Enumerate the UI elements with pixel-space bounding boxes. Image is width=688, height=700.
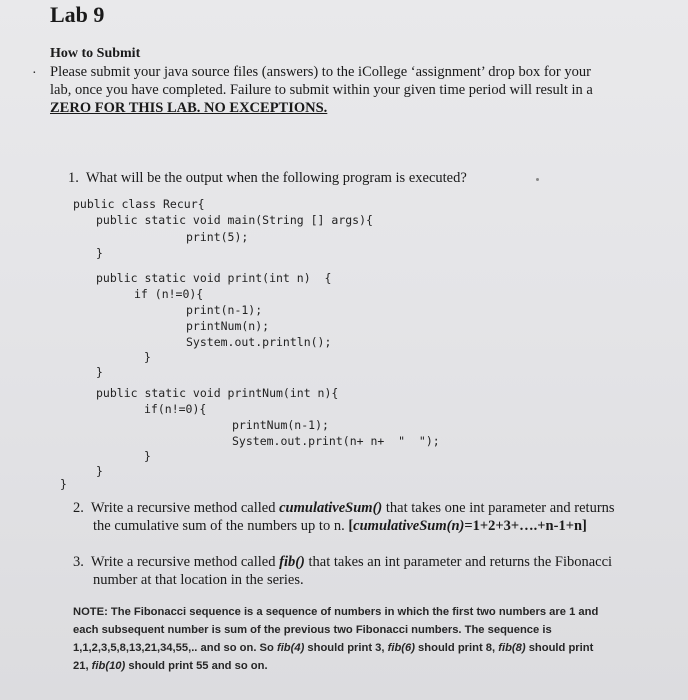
code-line: } xyxy=(60,477,67,491)
submission-line-1: Please submit your java source files (answers) to the iCollege ‘assignment’ drop box for your xyxy=(50,64,591,80)
question-2-line-2: the cumulative sum of the numbers up to n. [cumulativeSum(n)=1+2+3+….+n-1+n] xyxy=(93,518,587,534)
question-2-line-1: 2. Write a recursive method called cumulativeSum() that takes one int parameter and returns xyxy=(73,500,615,516)
note-line-4: 21, fib(10) should print 55 and so on. xyxy=(73,660,268,672)
submission-line-2: lab, once you have completed. Failure to submit within your given time period will result in a xyxy=(50,82,593,98)
code-line: public static void print(int n) { xyxy=(96,271,332,285)
question-3-line-1: 3. Write a recursive method called fib() that takes an int parameter and returns the Fibonacci xyxy=(73,554,613,570)
code-line: public static void printNum(int n){ xyxy=(96,386,339,400)
code-line: public static void main(String [] args){ xyxy=(96,213,373,227)
code-line: print(n-1); xyxy=(186,303,263,317)
question-1: 1. What will be the output when the following program is executed? xyxy=(68,170,467,186)
code-line: System.out.println(); xyxy=(186,335,332,349)
code-line: printNum(n); xyxy=(186,319,270,333)
question-3-line-2: number at that location in the series. xyxy=(93,572,304,588)
how-to-submit-heading: How to Submit xyxy=(50,46,141,61)
code-line: } xyxy=(96,246,103,260)
code-line: if(n!=0){ xyxy=(144,402,207,416)
code-line: } xyxy=(144,350,151,364)
lab-title: Lab 9 xyxy=(50,2,105,27)
note-line-1: NOTE: The Fibonacci sequence is a sequence of numbers in which the first two numbers are 1 and xyxy=(73,606,599,618)
code-line: public class Recur{ xyxy=(73,197,205,211)
code-line: if (n!=0){ xyxy=(134,287,204,301)
code-line: } xyxy=(96,464,103,478)
code-line: } xyxy=(144,449,151,463)
note-line-3: 1,1,2,3,5,8,13,21,34,55,.. and so on. So fib(4) should print 3, fib(6) should print 8, fib(8) should print xyxy=(73,642,594,654)
code-line: printNum(n-1); xyxy=(232,418,329,432)
code-line: System.out.print(n+ n+ " "); xyxy=(232,434,440,448)
submission-warning: ZERO FOR THIS LAB. NO EXCEPTIONS. xyxy=(50,100,328,116)
speck xyxy=(536,178,539,181)
code-line: } xyxy=(96,365,103,379)
bullet-mark: · xyxy=(32,66,37,81)
code-line: print(5); xyxy=(186,230,249,244)
note-line-2: each subsequent number is sum of the previous two Fibonacci numbers. The sequence is xyxy=(73,624,552,636)
